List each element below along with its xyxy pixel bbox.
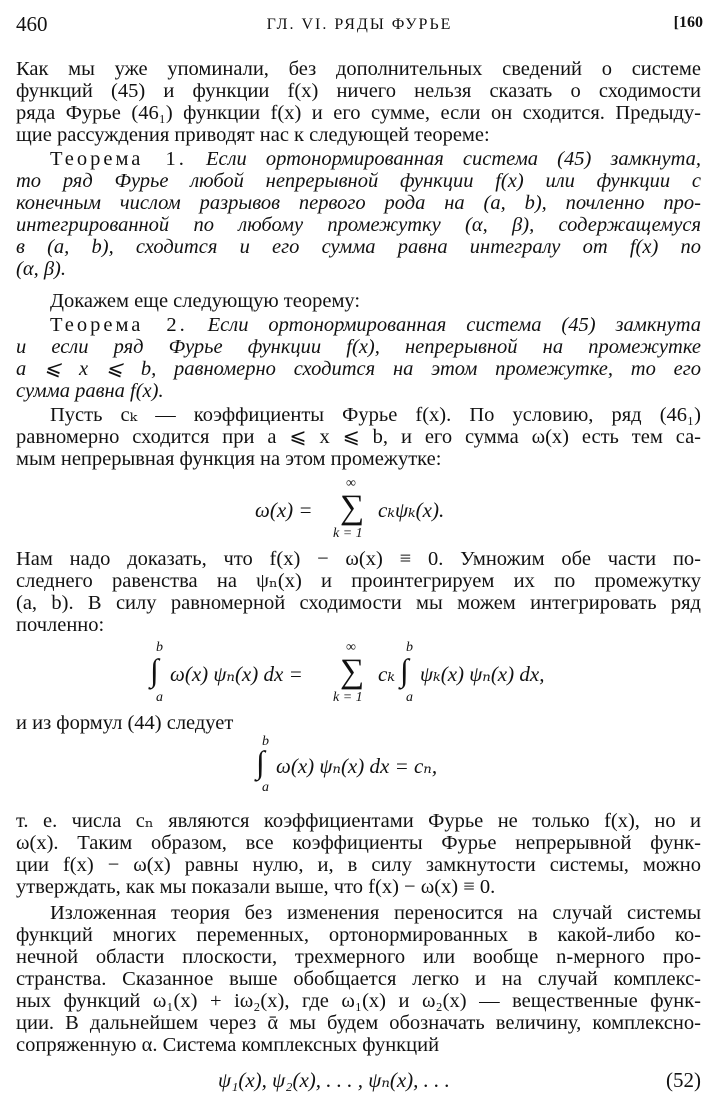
eq-body: ω(x) ψₙ(x) dx = cₙ, [276, 754, 438, 778]
text-line: странства. Сказанное выше обобщается легко и на случай комплекс- [16, 968, 701, 990]
page-number: 460 [16, 12, 48, 36]
text-line: щие рассуждения приводят нас к следующей теореме: [16, 124, 490, 146]
text-line: почленно: [16, 614, 105, 636]
page-header [16, 12, 703, 40]
text-line: Изложенная теория без изменения переносится на случай системы [50, 902, 701, 924]
theorem-label: Теорема 2. [50, 314, 188, 336]
equation-omega-series [0, 476, 717, 546]
eq-rhs: ψₖ(x) ψₙ(x) dx, [420, 662, 545, 686]
theorem-2 [16, 314, 701, 402]
text-line: функций многих переменных, ортонормированных в какой-либо ко- [16, 924, 701, 946]
text-line: Нам надо доказать, что f(x) − ω(x) ≡ 0. Умножим обе части по- [16, 548, 701, 570]
equation-coefficient [0, 734, 717, 800]
text-line [16, 314, 701, 336]
text-line [16, 148, 701, 170]
eq-lhs: ω(x) ψₙ(x) dx = [170, 662, 303, 686]
text-line: утверждать, как мы показали выше, что f(x) − ω(x) ≡ 0. [16, 876, 496, 898]
paragraph-prove [16, 290, 701, 312]
eq-body: ψ₁(x), ψ₂(x), . . . , ψₙ(x), . . . [218, 1068, 450, 1092]
int-upper-limit: b [262, 734, 269, 749]
text-line: (α, β). [16, 258, 66, 280]
text-line: интегрированной по любому промежутку (α, β), содержащемуся [16, 214, 701, 236]
text-line: в (a, b), сходится и его сумма равна интегралу от f(x) по [16, 236, 701, 258]
text-line: мым непрерывная функция на этом промежутке: [16, 448, 442, 470]
text-line: ции. В дальнейшем через ᾱ мы будем обозначать величину, комплексно- [16, 1012, 701, 1034]
integral-sign: ∫ [150, 652, 159, 688]
sum-lower-limit: k = 1 [333, 690, 363, 705]
equation-term-integration [0, 640, 717, 710]
integral-sign: ∫ [256, 744, 265, 780]
theorem-1 [16, 148, 701, 280]
int-lower-limit: a [262, 780, 269, 795]
paragraph-intro [16, 58, 701, 146]
text-line: Докажем еще следующую теорему: [50, 290, 361, 312]
text-line: функций (45) и функции f(x) ничего нельзя сказать о сходимости [16, 80, 701, 102]
text-line: Пусть cₖ — коэффициенты Фурье f(x). По условию, ряд (46₁) [50, 404, 701, 426]
eq-rhs: cₖψₖ(x). [378, 498, 445, 522]
sum-upper-limit: ∞ [346, 640, 356, 655]
text-line: ряда Фурье (46₁) функции f(x) и его сумме, если он сходится. Предыду- [16, 102, 701, 124]
paragraph-coefficients [16, 404, 701, 470]
text-line: ных функций ω₁(x) + iω₂(x), где ω₁(x) и ω₂(x) — вещественные функ- [16, 990, 701, 1012]
text-line: a ⩽ x ⩽ b, равномерно сходится на этом промежутке, то его [16, 358, 701, 380]
text-line: сумма равна f(x). [16, 380, 164, 402]
theorem-text: Если ортонормированная система (45) замкнута [207, 314, 701, 336]
summation-sign: ∑ [340, 489, 365, 526]
text-line: Как мы уже упоминали, без дополнительных сведений о системе [16, 58, 701, 80]
paragraph-formulas [16, 712, 701, 734]
integral-sign: ∫ [400, 652, 409, 688]
paragraph-conclusion [16, 810, 701, 898]
text-line: конечным числом разрывов первого рода на (a, b), почленно про- [16, 192, 701, 214]
text-line: ции f(x) − ω(x) равны нулю, и, в силу замкнутости системы, можно [16, 854, 701, 876]
text-line: т. е. числа cₙ являются коэффициентами Фурье не только f(x), но и [16, 810, 701, 832]
summation-sign: ∑ [340, 653, 365, 690]
text-line: нечной области плоскости, трехмерного или вообще n-мерного про- [16, 946, 701, 968]
text-line: равномерно сходится при a ⩽ x ⩽ b, и его сумма ω(x) есть тем са- [16, 426, 701, 448]
text-line: ω(x). Таким образом, все коэффициенты Фурье непрерывной функ- [16, 832, 701, 854]
theorem-text: Если ортонормированная система (45) замкнута, [205, 148, 702, 170]
sum-upper-limit: ∞ [346, 476, 356, 491]
int-upper-limit: b [406, 640, 413, 655]
running-title: ГЛ. VI. РЯДЫ ФУРЬЕ [266, 16, 453, 33]
text-line: и если ряд Фурье функции f(x), непрерывной на промежутке [16, 336, 701, 358]
sum-lower-limit: k = 1 [333, 526, 363, 541]
theorem-label: Теорема 1. [50, 148, 187, 170]
eq-lhs: ω(x) = [255, 498, 313, 522]
int-upper-limit: b [156, 640, 163, 655]
paragraph-generalization [16, 902, 701, 1056]
equation-number: (52) [666, 1068, 701, 1092]
text-line: (a, b). В силу равномерной сходимости мы можем интегрировать ряд [16, 592, 701, 614]
paragraph-proof [16, 548, 701, 636]
text-line: то ряд Фурье любой непрерывной функции f(x) или функции с [16, 170, 701, 192]
int-lower-limit: a [406, 690, 413, 705]
text-line: сопряженную α. Система комплексных функций [16, 1034, 440, 1056]
text-line: следнего равенства на ψₙ(x) и проинтегрируем их по промежутку [16, 570, 701, 592]
equation-complex-system [0, 1066, 717, 1094]
text-line: и из формул (44) следует [16, 712, 234, 734]
int-lower-limit: a [156, 690, 163, 705]
section-number: [160 [673, 14, 703, 31]
eq-coefficient: cₖ [378, 662, 395, 686]
